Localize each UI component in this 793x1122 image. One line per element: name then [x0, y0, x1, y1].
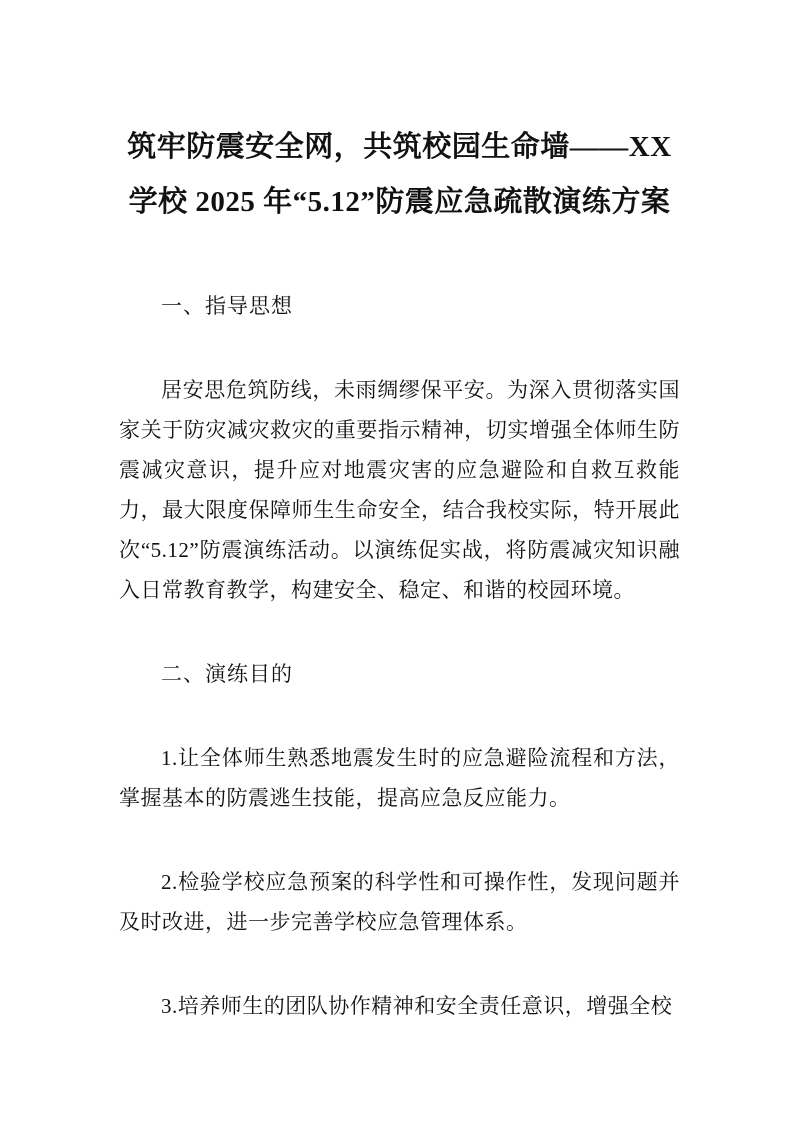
document-title: 筑牢防震安全网，共筑校园生命墙——XX学校 2025 年“5.12”防震应急疏散演练方案: [127, 131, 672, 218]
section-heading-drill-purpose: 二、演练目的: [161, 662, 293, 686]
section-heading-guiding-ideology: 一、指导思想: [161, 294, 293, 318]
drill-purpose-item-1: 1.让全体师生熟悉地震发生时的应急避险流程和方法，掌握基本的防震逃生技能，提高应急反应能力。: [119, 746, 680, 810]
drill-purpose-item-2: 2.检验学校应急预案的科学性和可操作性，发现问题并及时改进，进一步完善学校应急管理体系。: [119, 870, 680, 934]
paragraph-guiding-ideology: 居安思危筑防线，未雨绸缪保平安。为深入贯彻落实国家关于防灾减灾救灾的重要指示精神，切实增强全体师生防震减灾意识，提升应对地震灾害的应急避险和自救互救能力，最大限度保障师生生命安全，结合我校实际，特开展此次“5.12”防震演练活动。以演练促实战，将防震减灾知识融入日常教育教学，构建安全、稳定、和谐的校园环境。: [119, 378, 680, 602]
drill-purpose-item-3: 3.培养师生的团队协作精神和安全责任意识，增强全校: [161, 994, 673, 1018]
